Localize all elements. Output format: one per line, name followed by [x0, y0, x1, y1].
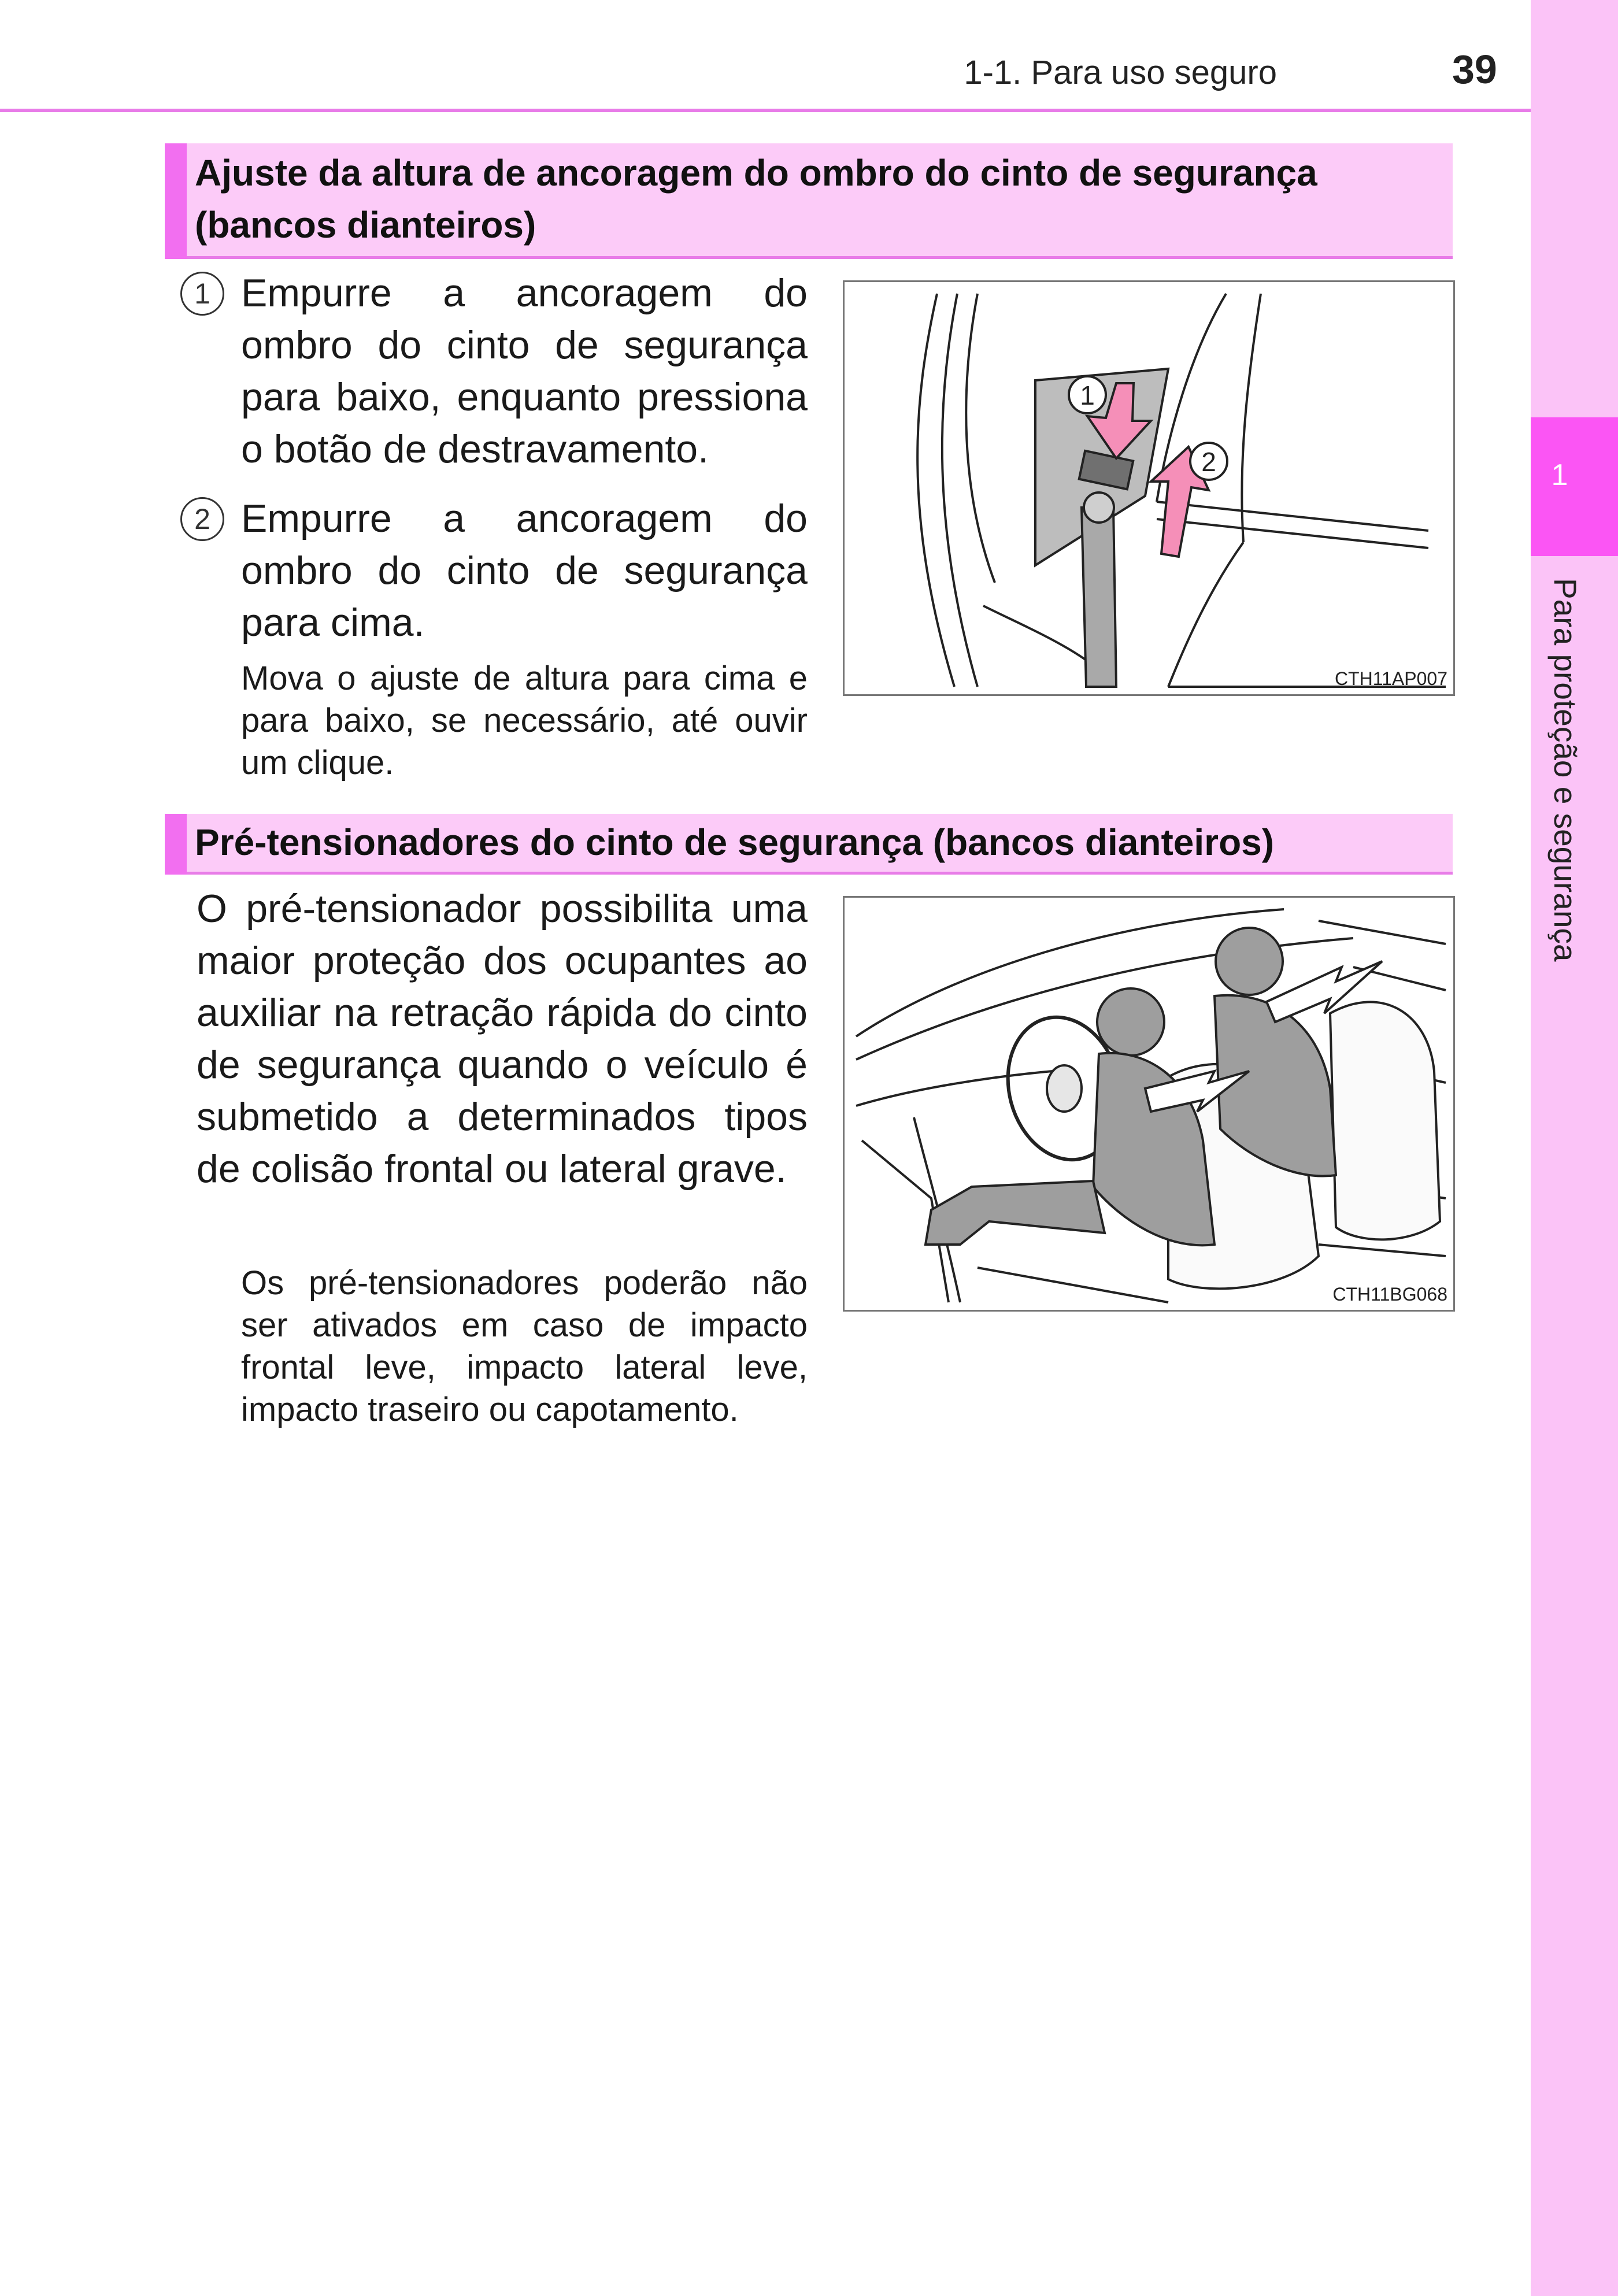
section-heading-pretensioners	[165, 814, 1453, 875]
step-2-text: Empurre a ancoragem do ombro do cinto de segurança para cima.	[241, 497, 808, 645]
step-1-text: Empurre a ancoragem do ombro do cinto de segurança para baixo, enquanto pressiona o botão de destravamento.	[241, 271, 808, 471]
car-interior-illustration	[845, 898, 1453, 1310]
figure-shoulder-anchor	[843, 280, 1455, 696]
step-2-number: 2	[180, 497, 224, 541]
callout-1: 1	[1080, 380, 1095, 410]
section-heading-shoulder-anchor	[165, 143, 1453, 259]
figure-pretensioners	[843, 896, 1455, 1312]
height-adjust-note: Mova o ajuste de altura para cima e para baixo, se necessário, até ouvir um clique.	[241, 660, 808, 782]
pretensioner-paragraph: O pré-tensionador possibilita uma maior proteção dos ocupantes ao auxiliar na retração rápida do cinto de segurança quando o veículo é submetido a determinados tipos de colisão frontal ou lateral grave.	[197, 887, 808, 1191]
running-header-section: 1-1. Para uso seguro	[964, 54, 1277, 91]
step-1-number: 1	[180, 272, 224, 316]
pretensioner-note: Os pré-tensionadores poderão não ser ativados em caso de impacto frontal leve, impacto lateral leve, impacto traseiro ou capotamento.	[241, 1264, 808, 1428]
chapter-tab-number: 1	[1551, 458, 1568, 492]
shoulder-anchor-illustration	[845, 282, 1453, 694]
chapter-tab-title: Para proteção e segurança	[1547, 578, 1583, 962]
callout-2: 2	[1201, 447, 1216, 477]
side-tab-strip	[1531, 0, 1618, 2296]
section-heading-pretensioners-text: Pré-tensionadores do cinto de segurança (bancos dianteiros)	[195, 821, 1275, 863]
page-number: 39	[1452, 47, 1497, 92]
section-heading-line1: Ajuste da altura de ancoragem do ombro do cinto de segurança	[195, 152, 1317, 194]
figure-code-1: CTH11AP007	[1334, 668, 1447, 689]
figure-code-2: CTH11BG068	[1332, 1284, 1447, 1305]
section-heading-line2: (bancos dianteiros)	[195, 204, 536, 246]
header-rule	[0, 109, 1531, 112]
